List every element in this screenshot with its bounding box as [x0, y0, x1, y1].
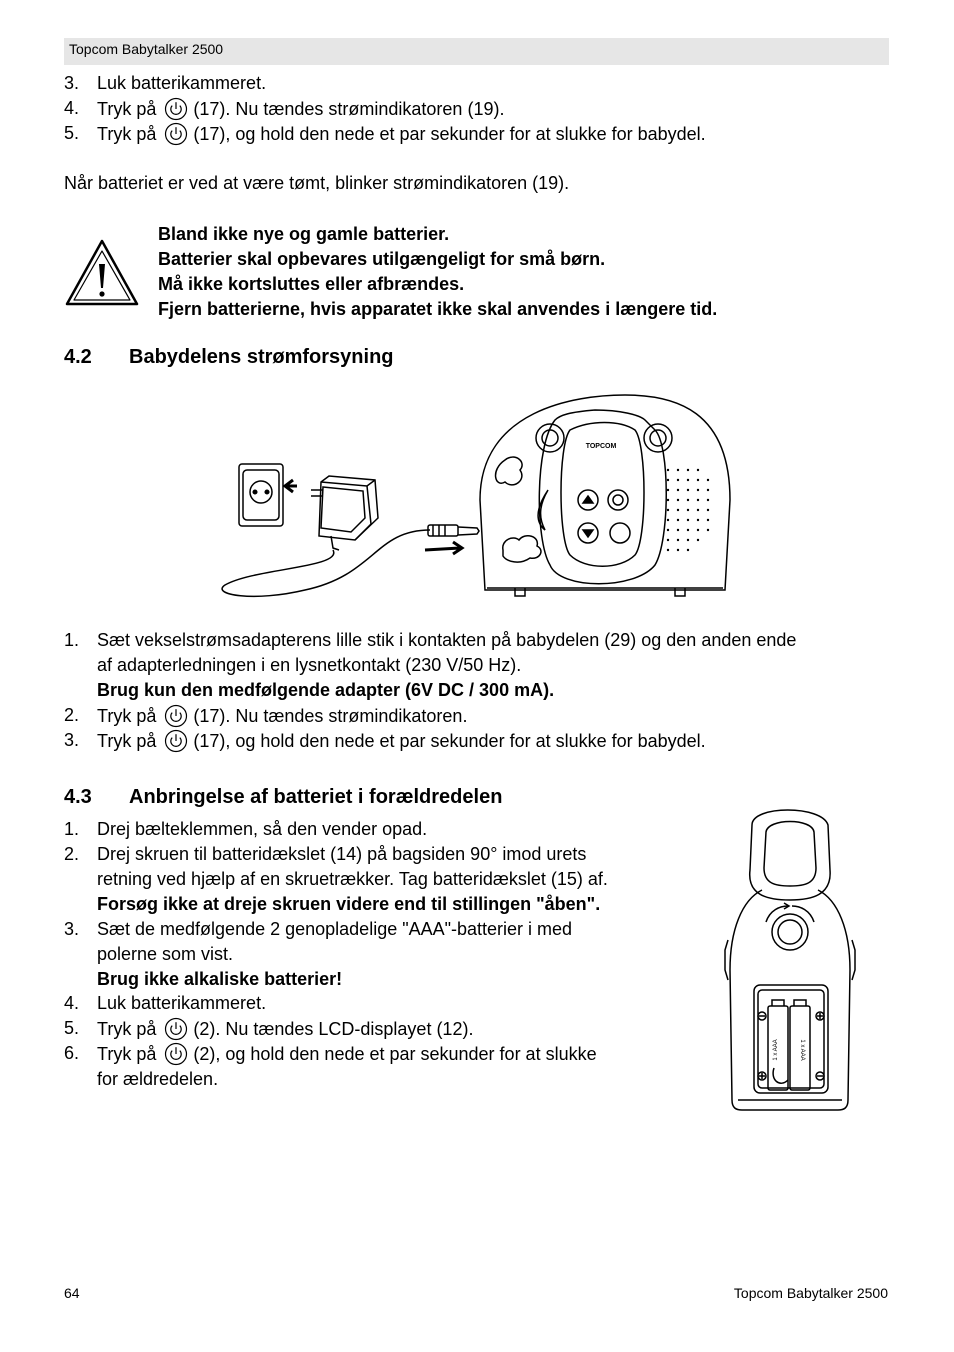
- step-text-pre: Tryk på: [97, 731, 157, 751]
- step-text-post: (17). Nu tændes strømindikatoren (19).: [193, 99, 505, 119]
- step-number: 2.: [64, 705, 80, 725]
- step-text: retning ved hjælp af en skruetrækker. Tag batteridækslet (15) af.: [97, 869, 608, 889]
- section-number: 4.3: [64, 786, 92, 808]
- step-number: 2.: [64, 844, 80, 864]
- step-text: af adapterledningen i en lysnetkontakt (230 V/50 Hz).: [97, 655, 522, 675]
- power-button-icon: [164, 1017, 188, 1041]
- step-text: polerne som vist.: [97, 944, 234, 964]
- power-button-icon: [164, 97, 188, 121]
- step-text: [97, 729, 706, 753]
- step-text: Sæt de medfølgende 2 genopladelige "AAA"-batterier i med: [97, 919, 573, 939]
- step-text: Luk batterikammeret.: [97, 993, 267, 1013]
- power-button-icon: [164, 122, 188, 146]
- step-text-post: (17), og hold den nede et par sekunder for at slukke for babydel.: [193, 124, 706, 144]
- warning-line: Bland ikke nye og gamle batterier.: [158, 224, 450, 244]
- step-text: [97, 1017, 473, 1041]
- step-text-pre: Tryk på: [97, 99, 157, 119]
- step-text: [97, 704, 467, 728]
- power-button-icon: [164, 704, 188, 728]
- baby-unit-adapter-figure: [215, 390, 745, 605]
- step-text: [97, 122, 706, 146]
- step-text: Drej skruen til batteridækslet (14) på bagsiden 90° imod urets: [97, 844, 587, 864]
- power-button-icon: [164, 729, 188, 753]
- warning-line: Batterier skal opbevares utilgængeligt for små børn.: [158, 249, 606, 269]
- section-number: 4.2: [64, 346, 92, 368]
- step-text: [97, 97, 504, 121]
- header-title: Topcom Babytalker 2500: [69, 41, 224, 57]
- warning-line: Må ikke kortsluttes eller afbrændes.: [158, 274, 465, 294]
- step-text-pre: Tryk på: [97, 1019, 157, 1039]
- step-number: 5.: [64, 1018, 80, 1038]
- battery-note: Når batteriet er ved at være tømt, blinker strømindikatoren (19).: [64, 173, 570, 193]
- step-number: 6.: [64, 1043, 80, 1063]
- parent-unit-battery-figure: [722, 800, 858, 1115]
- step-text-bold: Forsøg ikke at dreje skruen videre end til stillingen "åben".: [97, 894, 601, 914]
- step-text-pre: Tryk på: [97, 1044, 157, 1064]
- step-number: 3.: [64, 73, 80, 93]
- step-text-pre: Tryk på: [97, 124, 157, 144]
- warning-triangle-icon: [64, 238, 140, 308]
- step-text-post: (2), og hold den nede et par sekunder for at slukke: [193, 1044, 597, 1064]
- step-text-post: (17). Nu tændes strømindikatoren.: [193, 706, 468, 726]
- page-number: 64: [64, 1285, 80, 1301]
- step-text: Luk batterikammeret.: [97, 73, 267, 93]
- step-text-bold: Brug kun den medfølgende adapter (6V DC / 300 mA).: [97, 680, 555, 700]
- step-number: 4.: [64, 993, 80, 1013]
- section-title: Babydelens strømforsyning: [129, 346, 394, 368]
- step-text-post: (2). Nu tændes LCD-displayet (12).: [193, 1019, 474, 1039]
- power-button-icon: [164, 1042, 188, 1066]
- step-text: for ældredelen.: [97, 1069, 219, 1089]
- step-text-bold: Brug ikke alkaliske batterier!: [97, 969, 343, 989]
- section-title: Anbringelse af batteriet i forældredelen: [129, 786, 503, 808]
- battery-label: 1 x AAA: [799, 1039, 805, 1061]
- warning-line: Fjern batterierne, hvis apparatet ikke skal anvendes i længere tid.: [158, 299, 718, 319]
- battery-label: 1 x AAA: [773, 1039, 779, 1061]
- step-number: 1.: [64, 630, 80, 650]
- step-text-post: (17), og hold den nede et par sekunder for at slukke for babydel.: [193, 731, 706, 751]
- step-number: 3.: [64, 730, 80, 750]
- step-number: 5.: [64, 123, 80, 143]
- step-number: 3.: [64, 919, 80, 939]
- step-number: 1.: [64, 819, 80, 839]
- step-number: 4.: [64, 98, 80, 118]
- figure-brand-label: TOPCOM: [585, 443, 617, 450]
- footer-title: Topcom Babytalker 2500: [733, 1285, 888, 1301]
- step-text: [97, 1042, 597, 1066]
- step-text: Drej bælteklemmen, så den vender opad.: [97, 819, 428, 839]
- step-text: Sæt vekselstrømsadapterens lille stik i kontakten på babydelen (29) og den anden ende: [97, 630, 797, 650]
- step-text-pre: Tryk på: [97, 706, 157, 726]
